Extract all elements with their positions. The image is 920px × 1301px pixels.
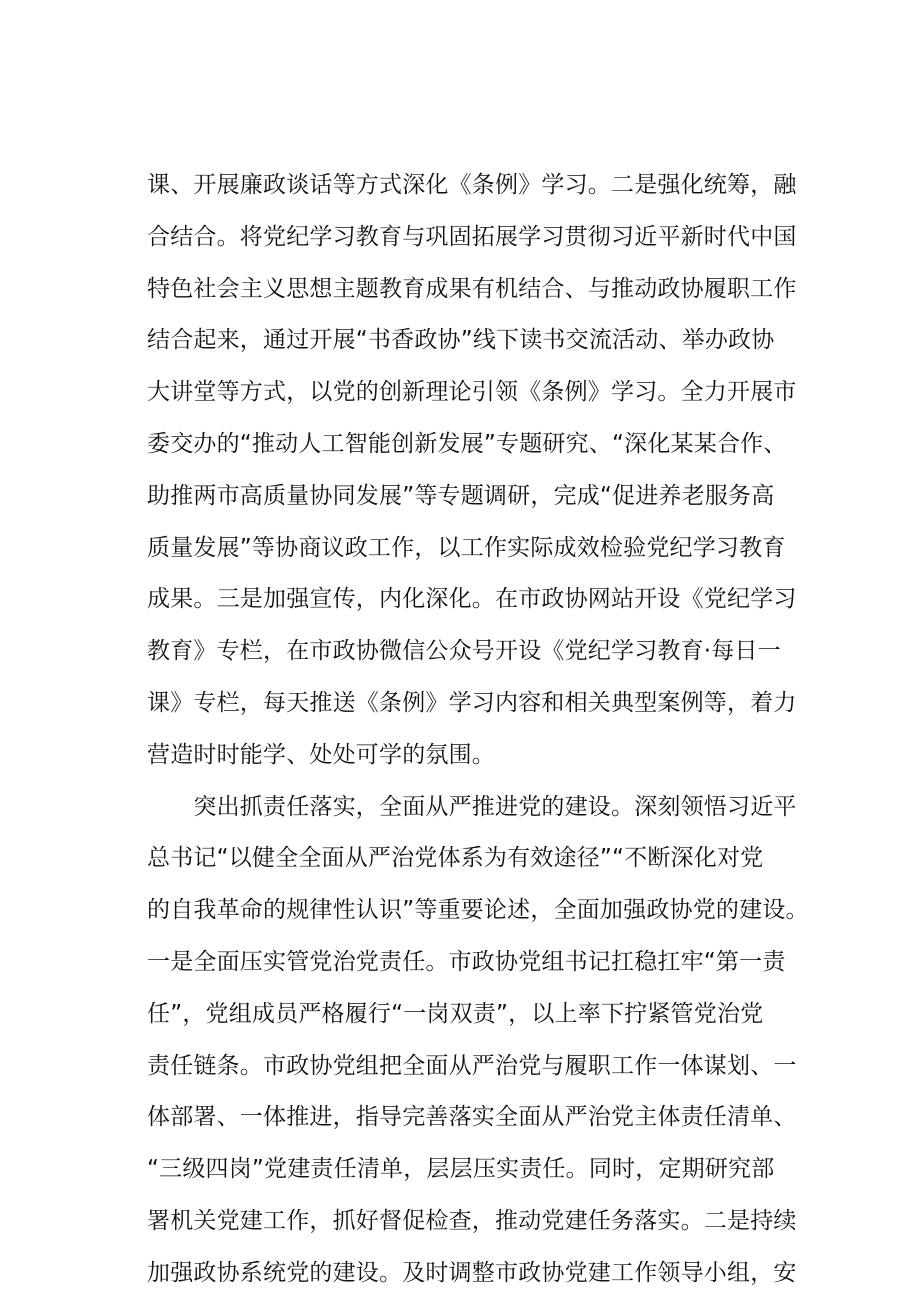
text-line: 委交办的“推动人工智能创新发展”专题研究、“深化某某合作、 — [147, 430, 787, 457]
text-line: 体部署、一体推进，指导完善落实全面从严治党主体责任清单、 — [147, 1104, 797, 1131]
text-line: 质量发展”等协商议政工作，以工作实际成效检验党纪学习教育 — [147, 534, 786, 561]
paragraph-start-line: 突出抓责任落实，全面从严推进党的建设。深刻领悟习近平 — [147, 793, 797, 820]
text-line: 结合起来，通过开展“书香政协”线下读书交流活动、举办政协 — [147, 327, 775, 354]
text-line: 教育》专栏，在市政协微信公众号开设《党纪学习教育·每日一 — [147, 638, 781, 665]
text-line: 署机关党建工作，抓好督促检查，推动党建任务落实。二是持续 — [147, 1207, 797, 1234]
text-line: 大讲堂等方式，以党的创新理论引领《条例》学习。全力开展市 — [147, 379, 797, 406]
text-line: 总书记“以健全全面从严治党体系为有效途径”“不断深化对党 — [147, 845, 764, 872]
text-line: 成果。三是加强宣传，内化深化。在市政协网站开设《党纪学习 — [147, 586, 797, 613]
text-line: 助推两市高质量协同发展”等专题调研，完成“促进养老服务高 — [147, 482, 775, 509]
text-line: 合结合。将党纪学习教育与巩固拓展学习贯彻习近平新时代中国 — [147, 223, 797, 250]
text-line: 特色社会主义思想主题教育成果有机结合、与推动政协履职工作 — [147, 275, 797, 302]
text-line: 课、开展廉政谈话等方式深化《条例》学习。二是强化统筹，融 — [147, 172, 797, 198]
text-line: 一是全面压实管党治党责任。市政协党组书记扛稳扛牢“第一责 — [147, 948, 786, 975]
text-line: “三级四岗”党建责任清单，层层压实责任。同时，定期研究部 — [147, 1156, 775, 1183]
text-line: 课》专栏，每天推送《条例》学习内容和相关典型案例等，着力 — [147, 689, 797, 716]
text-line: 营造时时能学、处处可学的氛围。 — [147, 741, 495, 768]
text-line: 加强政协系统党的建设。及时调整市政协党建工作领导小组，安 — [147, 1259, 797, 1286]
text-line: 任”，党组成员严格履行“一岗双责”，以上率下拧紧管党治党 — [147, 1000, 764, 1027]
document-body — [147, 160, 807, 1300]
text-line: 的自我革命的规律性认识”等重要论述，全面加强政协党的建设。 — [147, 897, 809, 924]
text-line: 责任链条。市政协党组把全面从严治党与履职工作一体谋划、一 — [147, 1052, 797, 1079]
